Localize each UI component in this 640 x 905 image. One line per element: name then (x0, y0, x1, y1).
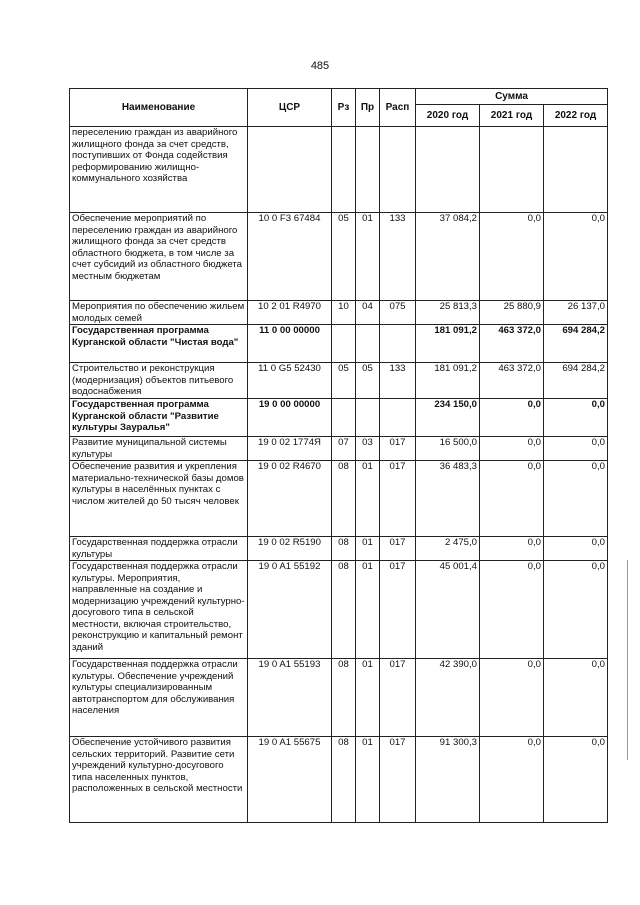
row-rasp: 133 (380, 363, 416, 399)
row-csr-code: 19 0 A1 55193 (248, 659, 332, 737)
row-name: Государственная программа Курганской области "Чистая вода" (70, 325, 248, 363)
row-pr: 05 (356, 363, 380, 399)
row-rz (332, 325, 356, 363)
table-row (70, 659, 608, 737)
row-name: Государственная программа Курганской области "Развитие культуры Зауралья" (70, 399, 248, 437)
row-2020-amount: 234 150,0 (416, 399, 480, 437)
table-row (70, 461, 608, 537)
row-name: Строительство и реконструкция (модернизация) объектов питьевого водоснабжения (70, 363, 248, 399)
row-pr (356, 325, 380, 363)
row-2021-amount (480, 127, 544, 213)
row-rz: 05 (332, 213, 356, 301)
row-rasp (380, 399, 416, 437)
header-2020: 2020 год (416, 105, 480, 127)
row-rasp: 017 (380, 537, 416, 561)
row-2020-amount: 37 084,2 (416, 213, 480, 301)
table-row (70, 399, 608, 437)
row-name: Государственная поддержка отрасли культуры. Мероприятия, направленные на создание и модернизацию учреждений культурно-досугового типа в сельской местности, включая строительство, реконструкцию и капитальный ремонт зданий (70, 561, 248, 659)
budget-table (69, 88, 608, 823)
row-2022-amount: 0,0 (544, 461, 608, 537)
table-header (70, 89, 608, 127)
row-pr: 03 (356, 437, 380, 461)
row-pr: 01 (356, 537, 380, 561)
row-2021-amount: 0,0 (480, 659, 544, 737)
table-row (70, 537, 608, 561)
row-2020-amount: 91 300,3 (416, 737, 480, 823)
row-2020-amount: 36 483,3 (416, 461, 480, 537)
row-2020-amount: 45 001,4 (416, 561, 480, 659)
row-rasp: 017 (380, 461, 416, 537)
row-2020-amount: 16 500,0 (416, 437, 480, 461)
row-pr: 01 (356, 659, 380, 737)
row-pr (356, 127, 380, 213)
row-rz: 08 (332, 659, 356, 737)
row-name: Обеспечение мероприятий по переселению граждан из аварийного жилищного фонда за счет средств областного бюджета, в том числе за счет субсидий из областного бюджета местным бюджетам (70, 213, 248, 301)
row-csr-code: 10 0 F3 67484 (248, 213, 332, 301)
header-2022: 2022 год (544, 105, 608, 127)
row-csr-code: 19 0 A1 55192 (248, 561, 332, 659)
row-2020-amount: 181 091,2 (416, 363, 480, 399)
header-rasp: Расп (380, 89, 416, 127)
table-body (70, 127, 608, 823)
table-row (70, 127, 608, 213)
row-rasp: 133 (380, 213, 416, 301)
row-rz: 08 (332, 537, 356, 561)
row-rz: 05 (332, 363, 356, 399)
row-csr-code: 19 0 A1 55675 (248, 737, 332, 823)
row-2022-amount: 0,0 (544, 561, 608, 659)
row-name: переселению граждан из аварийного жилищного фонда за счет средств, поступивших от Фонда содействия реформированию жилищно-коммунального хозяйства (70, 127, 248, 213)
row-csr-code: 11 0 G5 52430 (248, 363, 332, 399)
row-2021-amount: 0,0 (480, 461, 544, 537)
row-rasp: 017 (380, 561, 416, 659)
scan-edge-line (627, 560, 628, 760)
row-pr: 01 (356, 561, 380, 659)
row-csr-code: 10 2 01 R4970 (248, 301, 332, 325)
row-rz: 08 (332, 561, 356, 659)
row-2021-amount: 463 372,0 (480, 325, 544, 363)
row-2021-amount: 0,0 (480, 399, 544, 437)
row-rz: 08 (332, 737, 356, 823)
row-pr: 01 (356, 213, 380, 301)
row-csr-code: 19 0 02 R5190 (248, 537, 332, 561)
row-csr-code (248, 127, 332, 213)
row-rz: 08 (332, 461, 356, 537)
row-rasp: 017 (380, 659, 416, 737)
row-2020-amount: 25 813,3 (416, 301, 480, 325)
row-name: Государственная поддержка отрасли культуры. Обеспечение учреждений культуры специализированным автотранспортом для обслуживания населения (70, 659, 248, 737)
row-2021-amount: 0,0 (480, 537, 544, 561)
table-row (70, 737, 608, 823)
row-2021-amount: 0,0 (480, 213, 544, 301)
row-2022-amount: 0,0 (544, 399, 608, 437)
row-rasp: 017 (380, 437, 416, 461)
row-2022-amount: 0,0 (544, 537, 608, 561)
row-csr-code: 19 0 00 00000 (248, 399, 332, 437)
row-2022-amount: 0,0 (544, 659, 608, 737)
header-name: Наименование (70, 89, 248, 127)
header-pr: Пр (356, 89, 380, 127)
table-row (70, 213, 608, 301)
row-2022-amount: 694 284,2 (544, 363, 608, 399)
page-number: 485 (310, 60, 330, 72)
row-2022-amount: 0,0 (544, 213, 608, 301)
table-row (70, 325, 608, 363)
row-rz (332, 127, 356, 213)
row-csr-code: 11 0 00 00000 (248, 325, 332, 363)
header-csr: ЦСР (248, 89, 332, 127)
row-2020-amount: 2 475,0 (416, 537, 480, 561)
row-2020-amount: 42 390,0 (416, 659, 480, 737)
row-2022-amount: 0,0 (544, 737, 608, 823)
row-pr: 04 (356, 301, 380, 325)
row-2020-amount: 181 091,2 (416, 325, 480, 363)
header-2021: 2021 год (480, 105, 544, 127)
row-rasp: 075 (380, 301, 416, 325)
row-2020-amount (416, 127, 480, 213)
table-row (70, 437, 608, 461)
header-rz: Рз (332, 89, 356, 127)
row-rasp (380, 127, 416, 213)
row-pr: 01 (356, 461, 380, 537)
table-row (70, 561, 608, 659)
table-row (70, 363, 608, 399)
row-2022-amount (544, 127, 608, 213)
row-rasp: 017 (380, 737, 416, 823)
row-pr: 01 (356, 737, 380, 823)
row-rz: 10 (332, 301, 356, 325)
row-csr-code: 19 0 02 R4670 (248, 461, 332, 537)
row-csr-code: 19 0 02 1774Я (248, 437, 332, 461)
row-2021-amount: 25 880,9 (480, 301, 544, 325)
row-name: Обеспечение развития и укрепления материально-технической базы домов культуры в населённых пунктах с числом жителей до 50 тысяч человек (70, 461, 248, 537)
row-2021-amount: 463 372,0 (480, 363, 544, 399)
row-rz: 07 (332, 437, 356, 461)
row-rasp (380, 325, 416, 363)
row-name: Государственная поддержка отрасли культуры (70, 537, 248, 561)
row-name: Мероприятия по обеспечению жильем молодых семей (70, 301, 248, 325)
row-pr (356, 399, 380, 437)
row-2022-amount: 694 284,2 (544, 325, 608, 363)
row-2021-amount: 0,0 (480, 437, 544, 461)
header-sum: Сумма (416, 89, 608, 105)
row-2022-amount: 0,0 (544, 437, 608, 461)
row-2022-amount: 26 137,0 (544, 301, 608, 325)
row-name: Развитие муниципальной системы культуры (70, 437, 248, 461)
row-rz (332, 399, 356, 437)
row-2021-amount: 0,0 (480, 561, 544, 659)
table-row (70, 301, 608, 325)
row-name: Обеспечение устойчивого развития сельских территорий. Развитие сети учреждений культурно-досугового типа населенных пунктов, расположенных в сельской местности (70, 737, 248, 823)
row-2021-amount: 0,0 (480, 737, 544, 823)
